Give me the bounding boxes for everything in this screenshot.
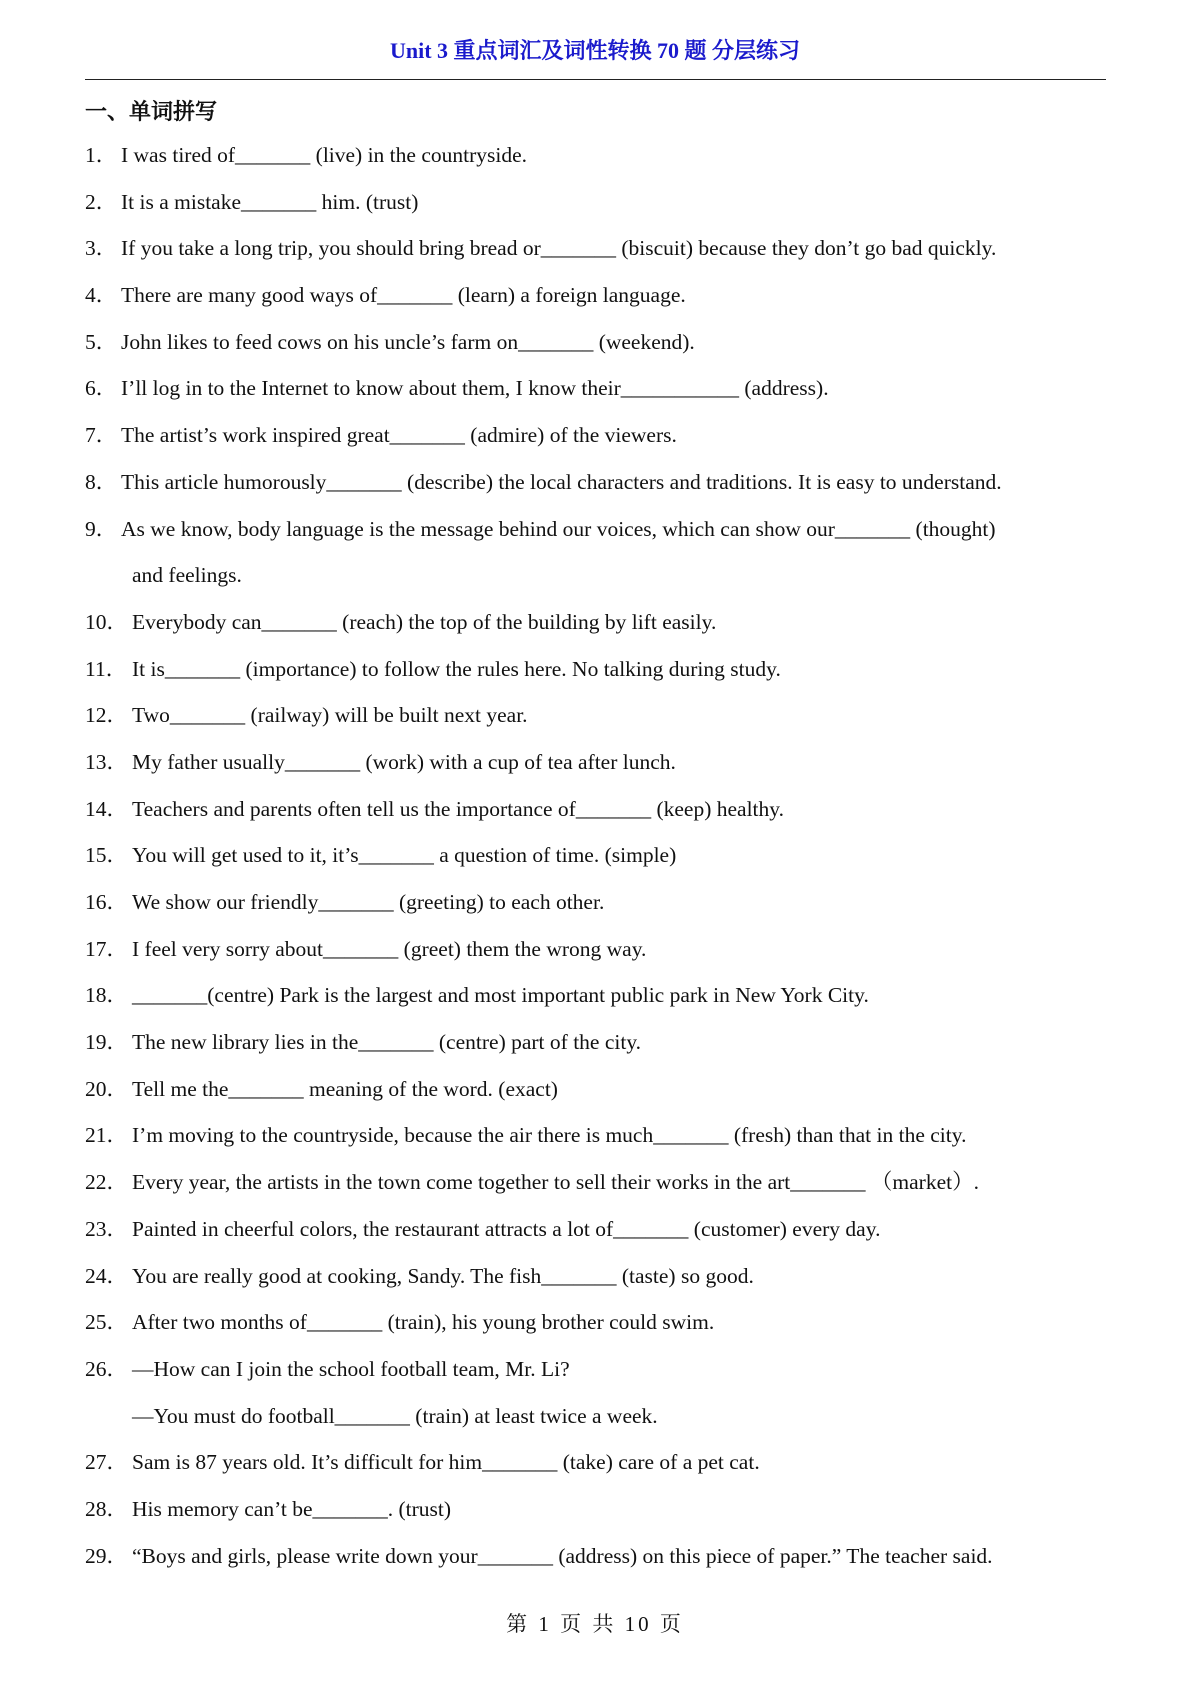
question-item [85,420,1115,467]
question-item [85,1027,1115,1074]
question-item [85,1167,1115,1214]
question-number: 4． [85,283,118,308]
question-text: I’m moving to the countryside, because the air there is much_______ (fresh) than that in the city. [132,1123,967,1148]
question-item [85,1447,1115,1494]
page-number: 第 1 页 共 10 页 [506,1612,684,1636]
question-text: “Boys and girls, please write down your_______ (address) on this piece of paper.” The teacher said. [132,1543,993,1568]
question-number: 2． [85,189,118,214]
question-number: 11． [85,656,128,681]
question-item [85,140,1115,187]
question-number: 6． [85,376,118,401]
question-text: The new library lies in the_______ (centre) part of the city. [132,1030,642,1055]
question-item [85,327,1115,374]
question-item [85,1541,1115,1588]
question-number: 24． [85,1263,129,1288]
question-number: 17． [85,936,129,961]
question-item [85,467,1115,514]
question-item [85,187,1115,234]
question-text-continued: —You must do football_______ (train) at least twice a week. [132,1403,658,1428]
question-number: 15． [85,843,129,868]
question-text: We show our friendly_______ (greeting) to each other. [132,890,605,914]
question-number: 8． [85,469,118,494]
question-item [85,654,1115,701]
question-item [85,840,1115,887]
question-number: 21． [85,1123,129,1148]
question-number: 1． [85,143,118,167]
question-text: As we know, body language is the message behind our voices, which can show our_______ (thought) [121,516,996,541]
question-number: 27． [85,1450,129,1475]
question-text: His memory can’t be_______. (trust) [132,1496,452,1521]
question-text: If you take a long trip, you should bring bread or_______ (biscuit) because they don’t go bad quickly. [121,236,997,261]
question-continuation [85,560,1115,607]
question-number: 26． [85,1356,129,1381]
question-text: After two months of_______ (train), his young brother could swim. [132,1310,715,1335]
question-text: _______(centre) Park is the largest and most important public park in New York City. [132,983,869,1008]
question-item [85,280,1115,327]
question-text: Painted in cheerful colors, the restaurant attracts a lot of_______ (customer) every day. [132,1216,881,1241]
question-item [85,1120,1115,1167]
question-text: It is a mistake_______ him. (trust) [121,189,419,214]
question-item [85,700,1115,747]
question-text: You will get used to it, it’s_______ a question of time. (simple) [132,843,677,868]
question-text: The artist’s work inspired great_______ (admire) of the viewers. [121,423,677,448]
question-text: Teachers and parents often tell us the importance of_______ (keep) healthy. [132,796,785,821]
question-text-continued: and feelings. [132,563,242,588]
question-item [85,1261,1115,1308]
question-number: 28． [85,1496,129,1521]
question-number: 14． [85,796,129,821]
question-item [85,514,1115,561]
question-text: There are many good ways of_______ (learn) a foreign language. [121,283,686,308]
header-divider [85,79,1106,80]
question-text: I was tired of_______ (live) in the countryside. [121,143,528,167]
question-number: 16． [85,890,129,914]
question-number: 5． [85,329,118,354]
question-number: 10． [85,609,129,634]
question-item [85,794,1115,841]
question-number: 25． [85,1310,129,1335]
question-text: John likes to feed cows on his uncle’s farm on_______ (weekend). [121,329,695,354]
question-item [85,747,1115,794]
question-number: 29． [85,1543,129,1568]
worksheet-title: Unit 3 重点词汇及词性转换 70 题 分层练习 [389,38,801,63]
question-number: 20． [85,1076,129,1101]
question-item [85,1214,1115,1261]
question-number: 9． [85,516,118,541]
question-number: 7． [85,423,118,448]
question-number: 22． [85,1170,129,1195]
question-item [85,887,1115,934]
question-item [85,233,1115,280]
question-text: Two_______ (railway) will be built next year. [132,703,528,728]
question-number: 13． [85,749,129,774]
question-item [85,934,1115,981]
question-list [85,140,1115,1587]
section-heading: 一、单词拼写 [85,99,218,124]
question-item [85,373,1115,420]
question-text: Sam is 87 years old. It’s difficult for him_______ (take) care of a pet cat. [132,1450,760,1475]
question-number: 23． [85,1216,129,1241]
question-item [85,607,1115,654]
question-text: My father usually_______ (work) with a cup of tea after lunch. [132,749,676,774]
question-text: —How can I join the school football team, Mr. Li? [132,1356,570,1381]
question-text: Tell me the_______ meaning of the word. (exact) [132,1076,558,1101]
question-text: This article humorously_______ (describe) the local characters and traditions. It is easy to understand. [121,469,1002,494]
question-item [85,1494,1115,1541]
question-text: Everybody can_______ (reach) the top of the building by lift easily. [132,609,717,634]
question-item [85,980,1115,1027]
question-text: You are really good at cooking, Sandy. The fish_______ (taste) so good. [132,1263,754,1288]
question-continuation [85,1401,1115,1448]
question-text: It is_______ (importance) to follow the rules here. No talking during study. [132,656,781,681]
question-text: Every year, the artists in the town come together to sell their works in the art_______ （market）. [132,1170,979,1195]
question-item [85,1307,1115,1354]
question-number: 19． [85,1030,129,1055]
question-text: I feel very sorry about_______ (greet) them the wrong way. [132,936,647,961]
question-number: 18． [85,983,129,1008]
question-item [85,1074,1115,1121]
question-number: 12． [85,703,129,728]
question-text: I’ll log in to the Internet to know about them, I know their___________ (address). [121,376,829,401]
question-item [85,1354,1115,1401]
question-number: 3． [85,236,118,261]
